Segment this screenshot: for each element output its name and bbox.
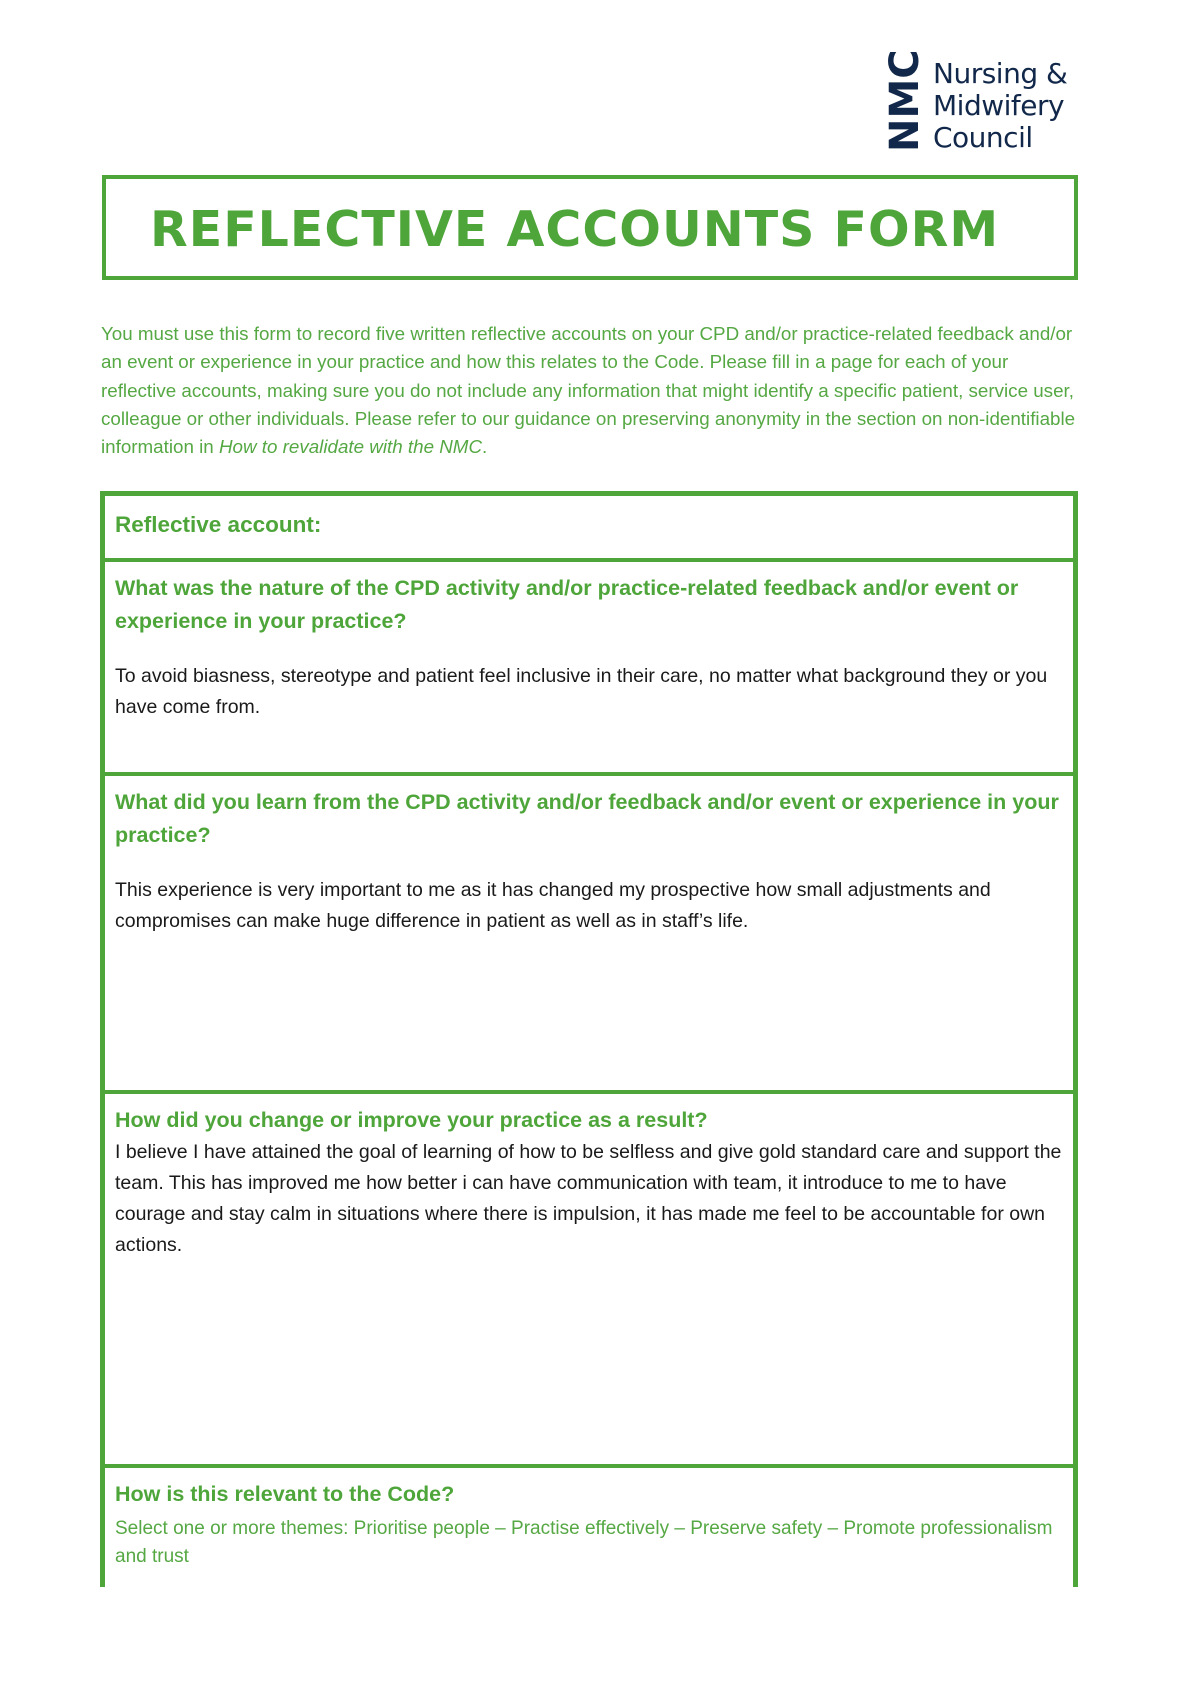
page-title: REFLECTIVE ACCOUNTS FORM	[150, 201, 1000, 258]
logo-line-2: Midwifery	[933, 89, 1065, 122]
question-3-heading: How did you change or improve your practice as a result?	[115, 1108, 708, 1132]
intro-end: .	[482, 436, 488, 458]
question-4-heading: How is this relevant to the Code?	[115, 1482, 455, 1506]
title-box	[102, 175, 1078, 280]
answer-2-text[interactable]: This experience is very important to me as it has changed my prospective how small adjustments and compromises can make huge difference in patient as well as in staff’s life.	[115, 879, 991, 932]
question-3-section[interactable]	[105, 1090, 1073, 1464]
logo-line-3: Council	[933, 121, 1033, 154]
answer-3-text[interactable]: I believe I have attained the goal of learning of how to be selfless and give gold standard care and support the team. This has improved me how better i can have communication with team, it introduce to me to have courage and stay calm in situations where there is impulsion, it has made me feel to be accountable for own actions.	[115, 1141, 1062, 1256]
nmc-logo	[882, 49, 1097, 154]
code-themes-text[interactable]: Select one or more themes: Prioritise people – Practise effectively – Preserve safety – Promote professionalism and trust	[115, 1518, 1053, 1567]
question-1-heading: What was the nature of the CPD activity and/or practice-related feedback and/or event or experience in your practice?	[115, 576, 1019, 633]
logo-line-1: Nursing &	[933, 57, 1068, 90]
question-4-section[interactable]	[105, 1464, 1073, 1592]
question-2-heading: What did you learn from the CPD activity and/or feedback and/or event or experience in your practice?	[115, 790, 1059, 847]
question-2-section[interactable]	[105, 772, 1073, 1090]
nmc-logo-mark	[882, 49, 928, 154]
intro-text: You must use this form to record five written reflective accounts on your CPD and/or practice-related feedback and/or an event or experience in your practice and how this relates to the Code. Please fill in a page for each of your reflective accounts, making sure you do not include any information that might identify a specific patient, service user, colleague or other individuals. Please refer to our guidance on preserving anonymity in the section on non-identifiable information in	[101, 323, 1076, 458]
logo-mark-text: NMC	[882, 49, 928, 152]
question-1-section[interactable]	[105, 558, 1073, 772]
account-label-section	[105, 496, 1073, 556]
reflective-account-label: Reflective account:	[115, 512, 322, 537]
reflective-account-form	[100, 491, 1078, 1587]
guidance-reference: How to revalidate with the NMC	[218, 436, 483, 458]
logo-wordmark	[933, 58, 1067, 154]
intro-paragraph	[101, 320, 1086, 461]
answer-1-text[interactable]: To avoid biasness, stereotype and patient feel inclusive in their care, no matter what background they or you have come from.	[115, 665, 1048, 718]
